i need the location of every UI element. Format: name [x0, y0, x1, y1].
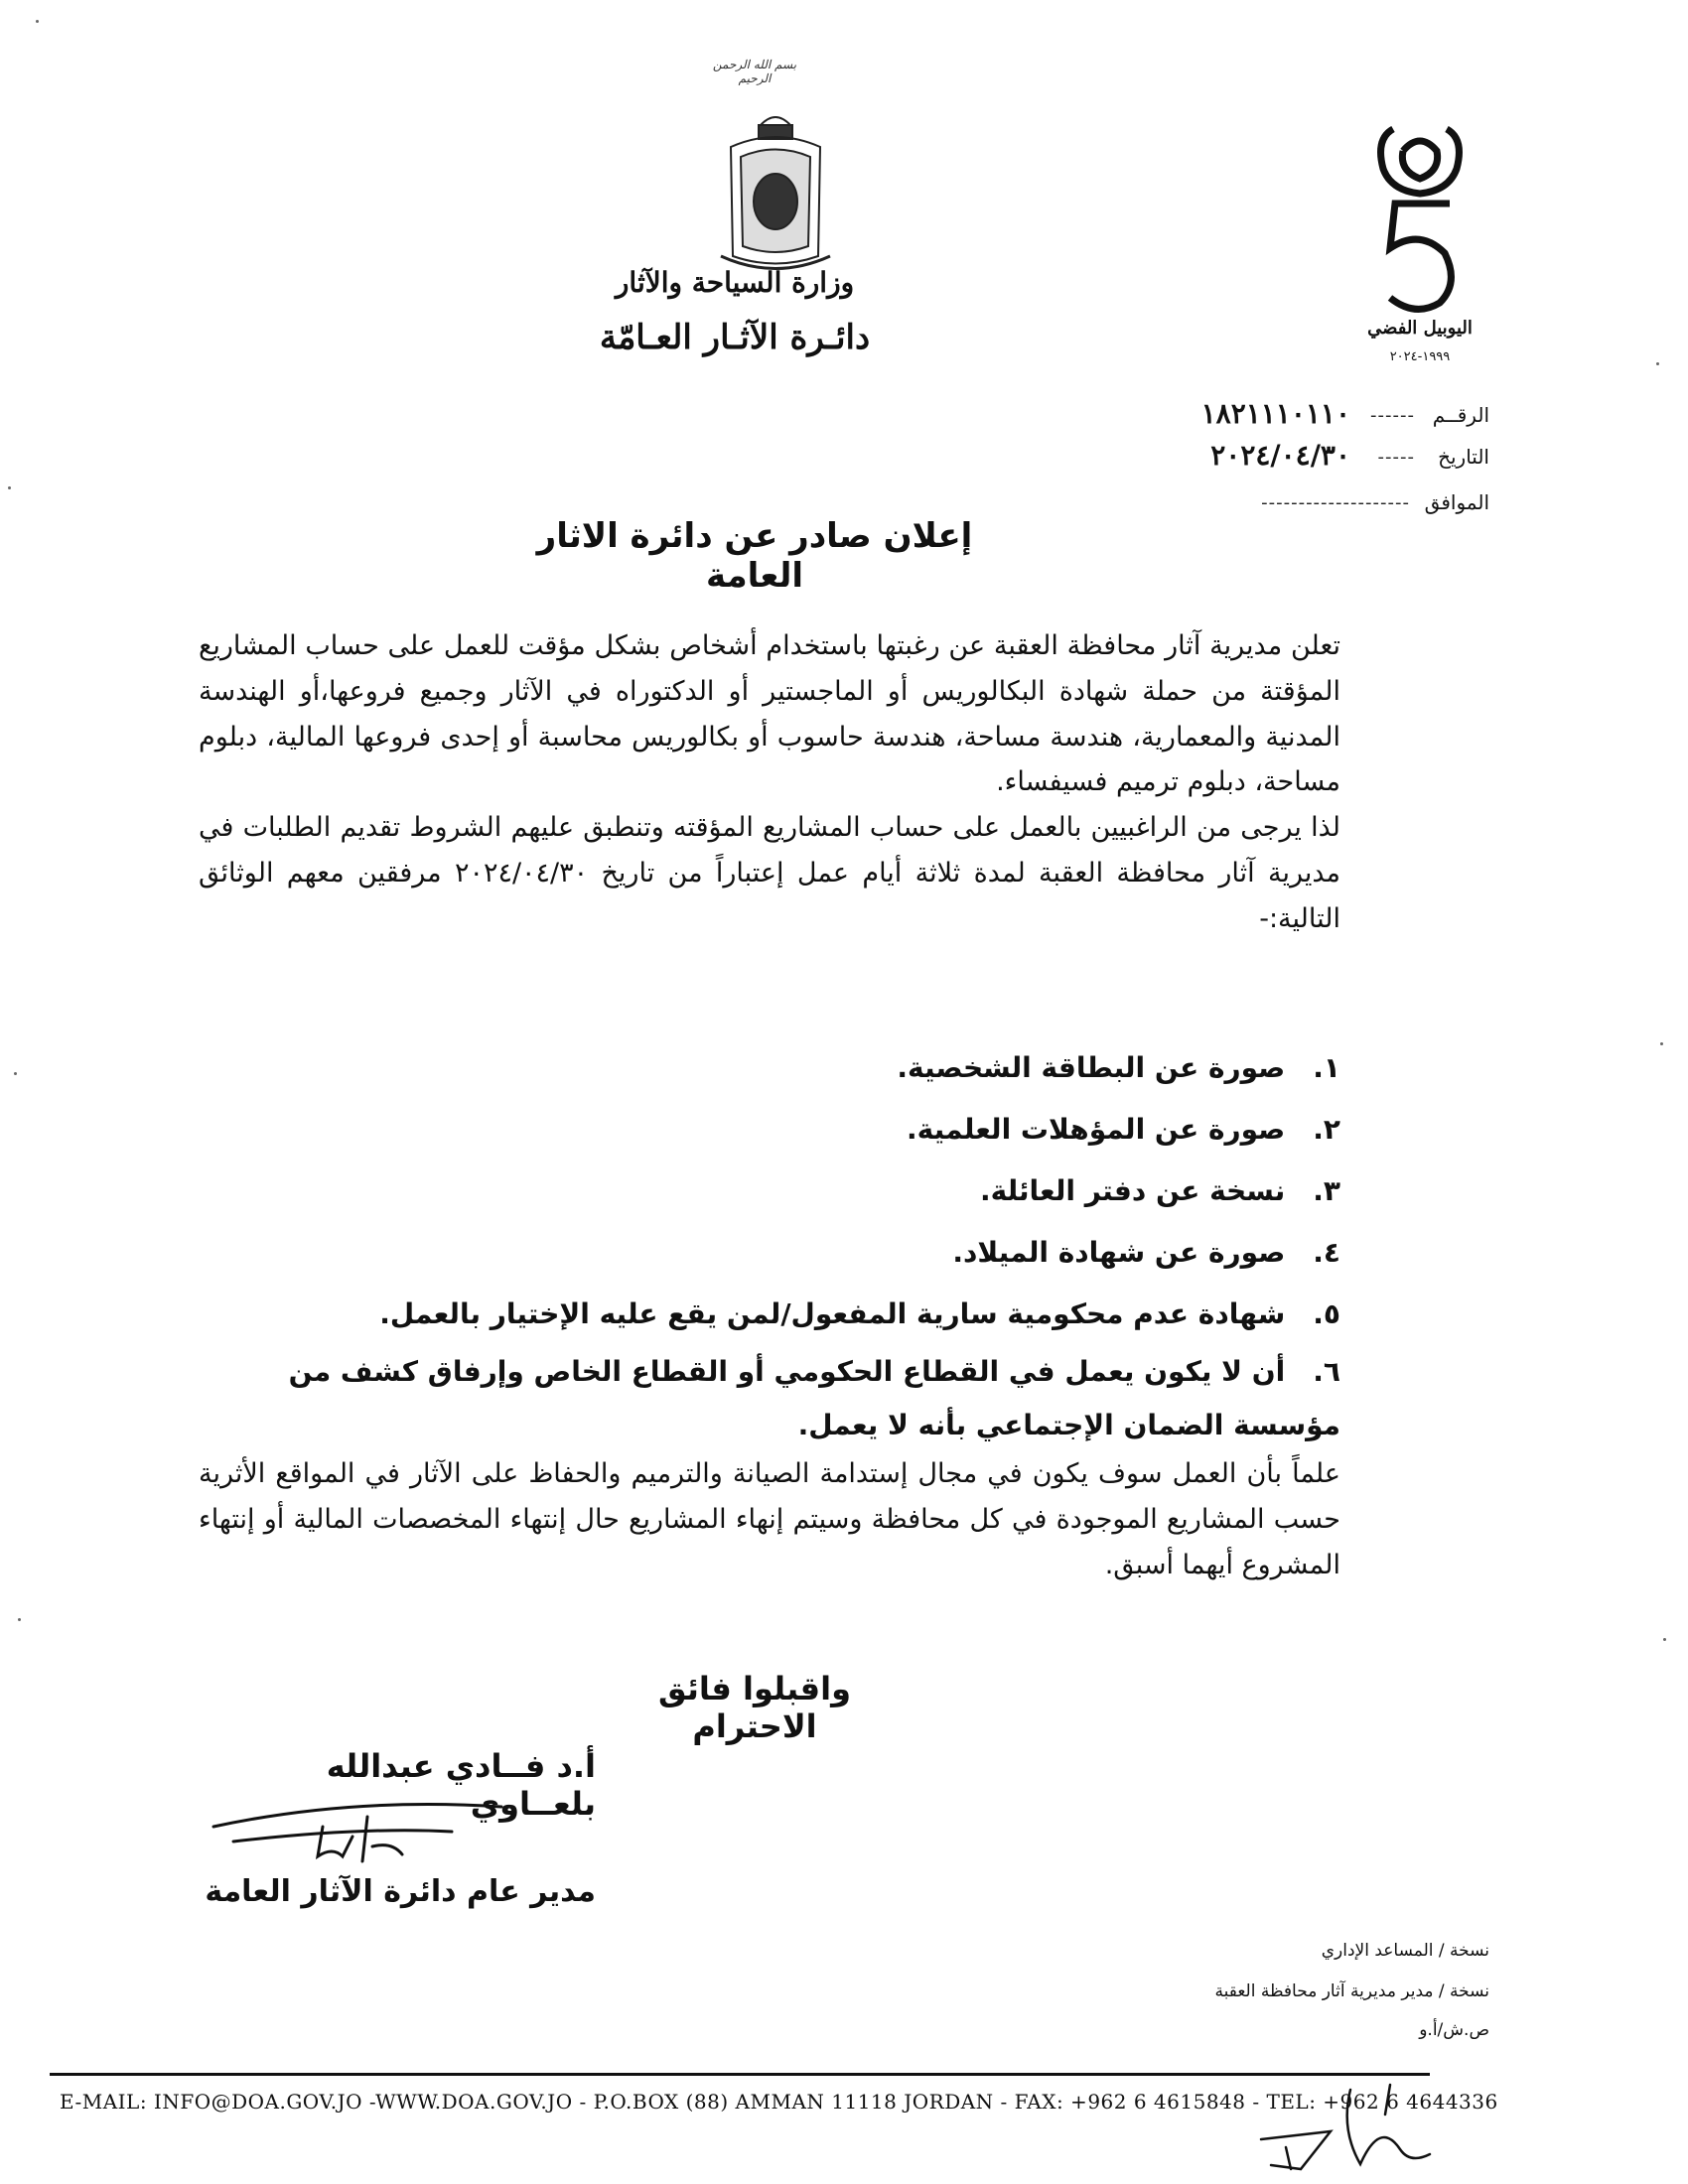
signer-role: مدير عام دائرة الآثار العامة [205, 1874, 596, 1909]
handwritten-initials [1241, 2070, 1460, 2179]
item-text: نسخة عن دفتر العائلة. [979, 1174, 1286, 1207]
reference-date-label: التاريخ [1438, 445, 1489, 469]
list-item [199, 1222, 1340, 1284]
footer-contact: E-MAIL: INFO@DOA.GOV.JO -WWW.DOA.GOV.JO - P.O.BOX (88) AMMAN 11118 JORDAN - FAX: +962 6 4615848 - TEL: +962 6 4644336 [60, 2090, 1498, 2114]
required-documents-list [199, 1037, 1340, 1452]
reference-hijri-row [1132, 484, 1489, 524]
jubilee-label: اليوبيل الفضي [1367, 318, 1473, 339]
item-number: ١. [1313, 1051, 1340, 1084]
item-number: ٤. [1313, 1236, 1340, 1269]
dash-leader: ------ [1370, 405, 1415, 426]
reference-hijri-label: الموافق [1424, 490, 1489, 514]
scan-speck [1656, 362, 1659, 365]
jubilee-years: ١٩٩٩-٢٠٢٤ [1389, 349, 1451, 364]
item-text: شهادة عدم محكومية سارية المفعول/لمن يقع عليه الإختيار بالعمل. [379, 1297, 1286, 1330]
item-text: أن لا يكون يعمل في القطاع الحكومي أو القطاع الخاص وإرفاق كشف من مؤسسة الضمان الإجتماعي بأنه لا يعمل. [288, 1355, 1340, 1441]
coat-of-arms-emblem [701, 107, 850, 276]
list-item [199, 1284, 1340, 1345]
dash-leader: -------------------- [1261, 492, 1410, 513]
dash-leader: ----- [1377, 447, 1415, 468]
item-text: صورة عن البطاقة الشخصية. [897, 1051, 1286, 1084]
basmala: بسم الله الرحمن الرحيم [712, 58, 797, 85]
scan-speck [14, 1072, 17, 1075]
note-paragraph: علماً بأن العمل سوف يكون في مجال إستدامة الصيانة والترميم والحفاظ على الآثار في المواقع الأثرية حسب المشاريع الموجودة في كل محافظة وسيتم إنهاء المشاريع حال إنتهاء المخصصات المالية أو إنتهاء المشروع أيهما أسبق. [199, 1458, 1340, 1580]
scan-speck [36, 20, 39, 23]
item-text: صورة عن المؤهلات العلمية. [907, 1113, 1286, 1146]
copy-recipient: نسخة / المساعد الإداري [1321, 1941, 1489, 1961]
reference-number-value: ١٨٢١١١٠١١٠ [1200, 397, 1350, 430]
scan-speck [1663, 1638, 1666, 1641]
list-item [199, 1160, 1340, 1222]
item-number: ٦. [1313, 1355, 1340, 1388]
reference-date-value: ٢٠٢٤/٠٤/٣٠ [1210, 439, 1350, 472]
item-number: ٣. [1313, 1174, 1340, 1207]
signer-name: أ.د فــادي عبدالله بلعــاوي [326, 1747, 596, 1823]
scan-speck [8, 486, 11, 489]
scan-speck [18, 1618, 21, 1621]
announcement-body [199, 623, 1340, 942]
item-text: صورة عن شهادة الميلاد. [952, 1236, 1286, 1269]
list-item [199, 1037, 1340, 1099]
item-number: ٥. [1313, 1297, 1340, 1330]
reference-number-label: الرقــم [1432, 403, 1489, 427]
item-number: ٢. [1313, 1113, 1340, 1146]
reference-date-row [1132, 439, 1489, 478]
copy-recipient: نسخة / مدير مديرية آثار محافظة العقبة [1214, 1981, 1489, 2001]
footer-divider [50, 2073, 1430, 2076]
closing-salutation: واقبلوا فائق الاحترام [658, 1670, 851, 1745]
reference-initials: ص.ش/أ.و [1419, 2020, 1489, 2040]
ministry-name: وزارة السياحة والآثار [615, 266, 855, 299]
body-paragraph: لذا يرجى من الراغبيين بالعمل على حساب المشاريع المؤقته وتنطبق عليهم الشروط تقديم الطلبات في مديرية آثار محافظة العقبة لمدة ثلاثة أيام عمل إعتباراً من تاريخ ٢٠٢٤/٠٤/٣٠ مرفقين معهم الوثائق التالية:- [199, 812, 1341, 934]
list-item [199, 1099, 1340, 1160]
announcement-title: إعلان صادر عن دائرة الاثار العامة [536, 516, 973, 596]
list-item [199, 1345, 1340, 1452]
body-paragraph: تعلن مديرية آثار محافظة العقبة عن رغبتها باستخدام أشخاص بشكل مؤقت للعمل على حساب المشاريع المؤقتة من حملة شهادة البكالوريس أو الماجستير أو الدكتوراه في الآثار وجميع فروعها،أو الهندسة المدنية والمعمارية، هندسة مساحة، هندسة حاسوب أو بكالوريس محاسبة أو إحدى فروعها المالية، دبلوم مساحة، دبلوم ترميم فسيفساء. [199, 630, 1340, 798]
scan-speck [1660, 1042, 1663, 1045]
reference-number-row [1132, 397, 1489, 437]
department-name: دائـرة الآثـار العـامّة [599, 318, 871, 357]
